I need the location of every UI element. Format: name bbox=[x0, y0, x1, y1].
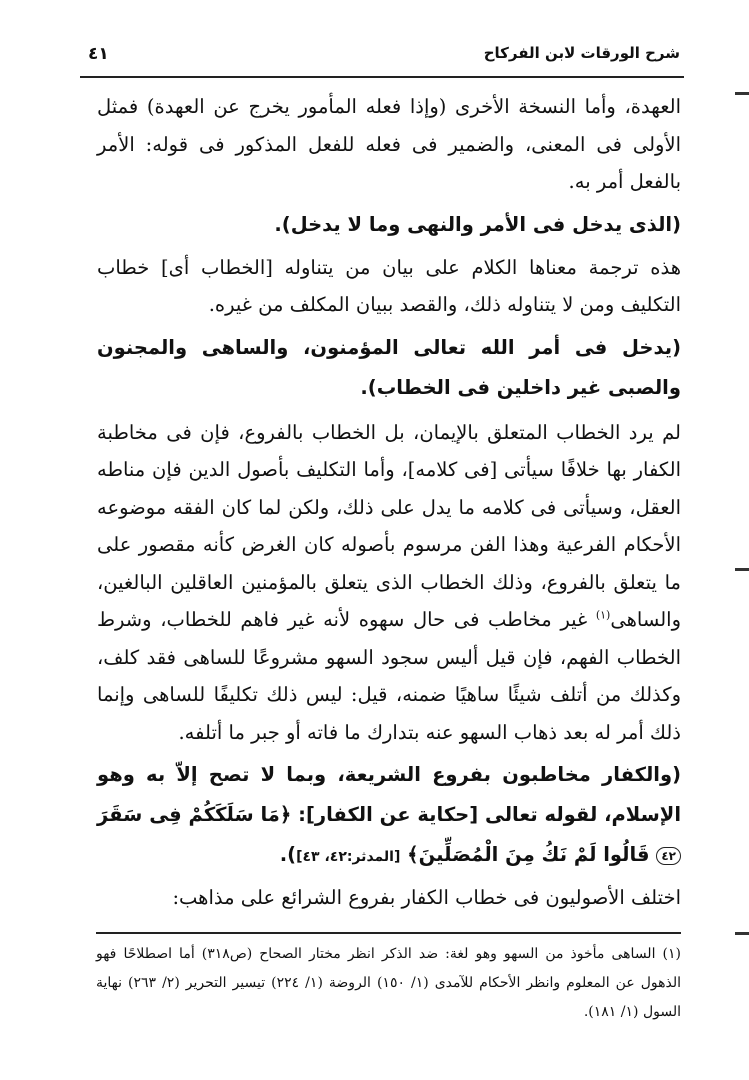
matn-heading: (الذى يدخل فى الأمر والنهى وما لا يدخل). bbox=[274, 212, 681, 236]
matn-paragraph: (والكفار مخاطبون بفروع الشريعة، وبما لا تصح إلاّ به وهو الإسلام، لقوله تعالى [حكاية عن الكفار]: ﴿مَا سَلَكَكُمْ فِى سَقَرَ ٤٢ قَالُوا لَمْ نَكُ مِنَ الْمُصَلِّينَ﴾ [المدثر:٤٢، ٤٣]). bbox=[97, 763, 681, 866]
verse-number-marker: ٤٢ bbox=[656, 847, 681, 865]
commentary-paragraph: لم يرد الخطاب المتعلق بالإيمان، بل الخطاب بالفروع، فإن فى مخاطبة الكفار بها خلافًا سيأتى [فى كلامه]، وأما التكليف بأصول الدين فإن مناطه العقل، وسيأتى فى كلامه ما يدل على ذلك، ولكن لما كان الفقه موضوعه الأحكام الفرعية وهذا الفن مرسوم بأصوله كان الغرض كأنه مقصور على ما يتعلق بالفروع، وذلك الخطاب الذى يتعلق بالمؤمنين العاقلين البالغين، والساهى$^{(١)}$ غير مخاطب فى حال سهوه لأنه غير فاهم للخطاب، وشرط الخطاب الفهم، فإن قيل أليس سجود السهو مشروعًا للساهى فقد كلف، وكذلك من أتلف شيئًا ساهيًا ضمنه، قيل: ليس ذلك تكليفًا للساهى وإنما ذلك أمر له بعد ذهاب السهو عنه بتدارك ما فاته أو جبر ما أتلفه. bbox=[97, 420, 681, 744]
page-header bbox=[60, 42, 680, 68]
running-title: شرح الورقات لابن الفركاح bbox=[483, 44, 680, 62]
margin-mark bbox=[735, 92, 749, 95]
main-text bbox=[97, 88, 681, 917]
commentary-paragraph: العهدة، وأما النسخة الأخرى (وإذا فعله المأمور يخرج عن العهدة) فمثل الأولى فى المعنى، والضمير فى فعله للفعل المذكور فى قوله: الأمر بالفعل أمر به. bbox=[97, 95, 681, 193]
matn-paragraph: (يدخل فى أمر الله تعالى المؤمنون، والساهى والمجنون والصبى غير داخلين فى الخطاب). bbox=[97, 335, 681, 399]
margin-mark bbox=[735, 932, 749, 935]
page-number: ٤١ bbox=[88, 44, 109, 64]
quran-reference: [المدثر:٤٢، ٤٣] bbox=[296, 849, 401, 865]
footnote-divider bbox=[96, 932, 681, 934]
margin-mark bbox=[735, 568, 749, 571]
commentary-paragraph: اختلف الأصوليون فى خطاب الكفار بفروع الشرائع على مذاهب: bbox=[172, 886, 681, 909]
footnote-reference: (١) bbox=[595, 608, 611, 622]
commentary-paragraph: هذه ترجمة معناها الكلام على بيان من يتناوله [الخطاب أى] خطاب التكليف ومن لا يتناوله ذلك، والقصد ببيان المكلف من غيره. bbox=[97, 255, 681, 316]
footnotes bbox=[96, 940, 681, 1027]
footnote: (١) الساهى مأخوذ من السهو وهو لغة: ضد الذكر انظر مختار الصحاح (ص٣١٨) أما اصطلاحًا فهو الذهول عن المعلوم وانظر الأحكام للآمدى (١/ ١٥٠) الروضة (١/ ٢٢٤) تيسير التحرير (٢/ ٢٦٣) نهاية السول (١/ ١٨١). bbox=[96, 946, 681, 1020]
header-rule bbox=[80, 76, 684, 78]
